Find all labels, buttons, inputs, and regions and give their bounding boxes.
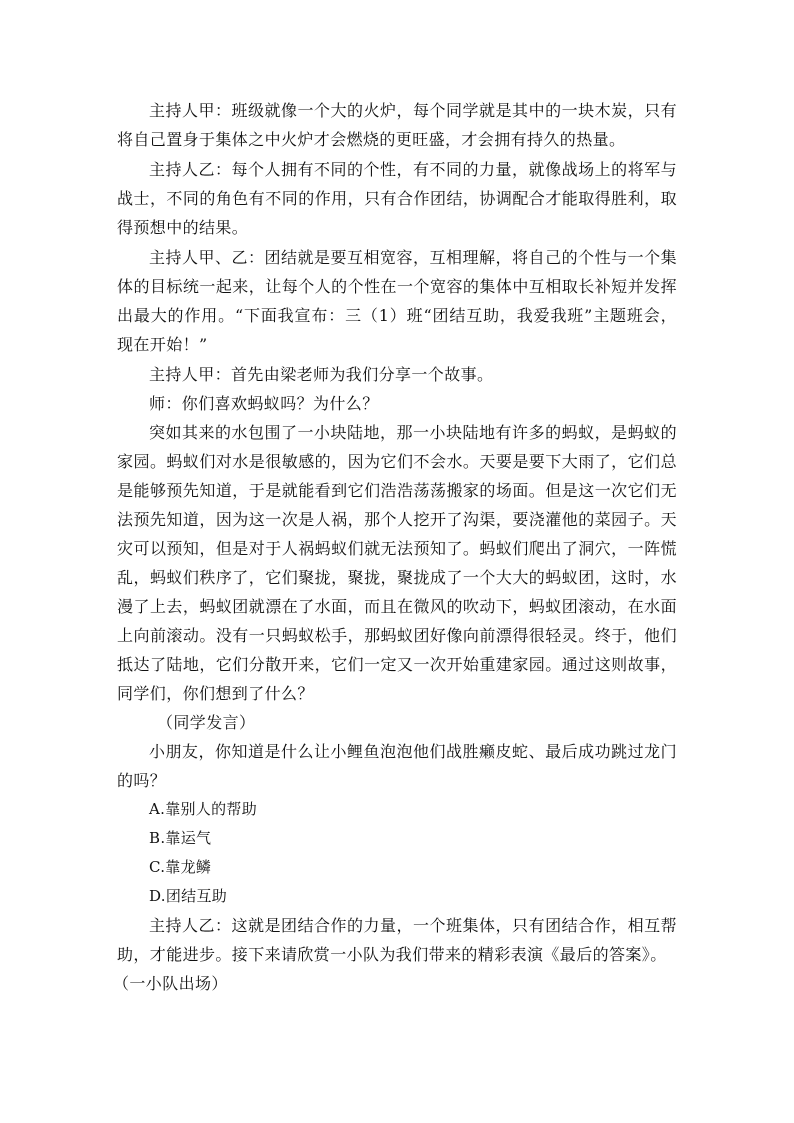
host-b-intro-paragraph: 主持人乙：每个人拥有不同的个性，有不同的力量，就像战场上的将军与战士，不同的角色有不同的作用，只有合作团结，协调配合才能取得胜利，取得预想中的结果。 bbox=[117, 160, 677, 237]
document-page bbox=[113, 96, 677, 998]
host-a-story-intro-paragraph: 主持人甲：首先由梁老师为我们分享一个故事。 bbox=[149, 365, 494, 384]
option-d: D.团结互助 bbox=[149, 887, 228, 905]
question-paragraph: 小朋友，你知道是什么让小鲤鱼泡泡他们战胜癞皮蛇、最后成功跳过龙门的吗？ bbox=[117, 742, 677, 790]
ant-story-paragraph: 突如其来的水包围了一小块陆地，那一小块陆地有许多的蚂蚁，是蚂蚁的家园。蚂蚁们对水是很敏感的，因为它们不会水。天要是要下大雨了，它们总是能够预先知道，于是就能看到它们浩浩荡荡搬家的场面。但是这一次它们无法预先知道，因为这一次是人祸，那个人挖开了沟渠，要浇灌他的菜园子。天灾可以预知，但是对于人祸蚂蚁们就无法预知了。蚂蚁们爬出了洞穴，一阵慌乱，蚂蚁们秩序了，它们聚拢，聚拢，聚拢成了一个大大的蚂蚁团，这时，水漫了上去，蚂蚁团就漂在了水面，而且在微风的吹动下，蚂蚁团滚动，在水面上向前滚动。没有一只蚂蚁松手，那蚂蚁团好像向前漂得很轻灵。终于，他们抵达了陆地，它们分散开来，它们一定又一次开始重建家园。通过这则故事，同学们，你们想到了什么？ bbox=[117, 423, 677, 703]
student-speech-note: （同学发言） bbox=[157, 713, 256, 732]
host-ab-announcement-paragraph: 主持人甲、乙：团结就是要互相宽容，互相理解，将自己的个性与一个集体的目标统一起来，让每个人的个性在一个宽容的集体中互相取长补短并发挥出最大的作用。“下面我宣布：三（1）班“团结互助，我爱我班”主题班会，现在开始！” bbox=[117, 248, 677, 354]
host-a-intro-paragraph: 主持人甲：班级就像一个大的火炉，每个同学就是其中的一块木炭，只有将自己置身于集体之中火炉才会燃烧的更旺盛，才会拥有持久的热量。 bbox=[117, 101, 677, 149]
team-entrance-note: （一小队出场） bbox=[113, 974, 228, 993]
option-a: A.靠别人的帮助 bbox=[149, 800, 258, 818]
teacher-question-paragraph: 师：你们喜欢蚂蚁吗？为什么？ bbox=[149, 394, 379, 413]
option-b: B.靠运气 bbox=[149, 829, 212, 847]
option-c: C.靠龙鳞 bbox=[149, 858, 212, 876]
host-b-closing-paragraph: 主持人乙：这就是团结合作的力量，一个班集体，只有团结合作，相互帮助，才能进步。接下来请欣赏一小队为我们带来的精彩表演《最后的答案》。 bbox=[117, 916, 677, 964]
